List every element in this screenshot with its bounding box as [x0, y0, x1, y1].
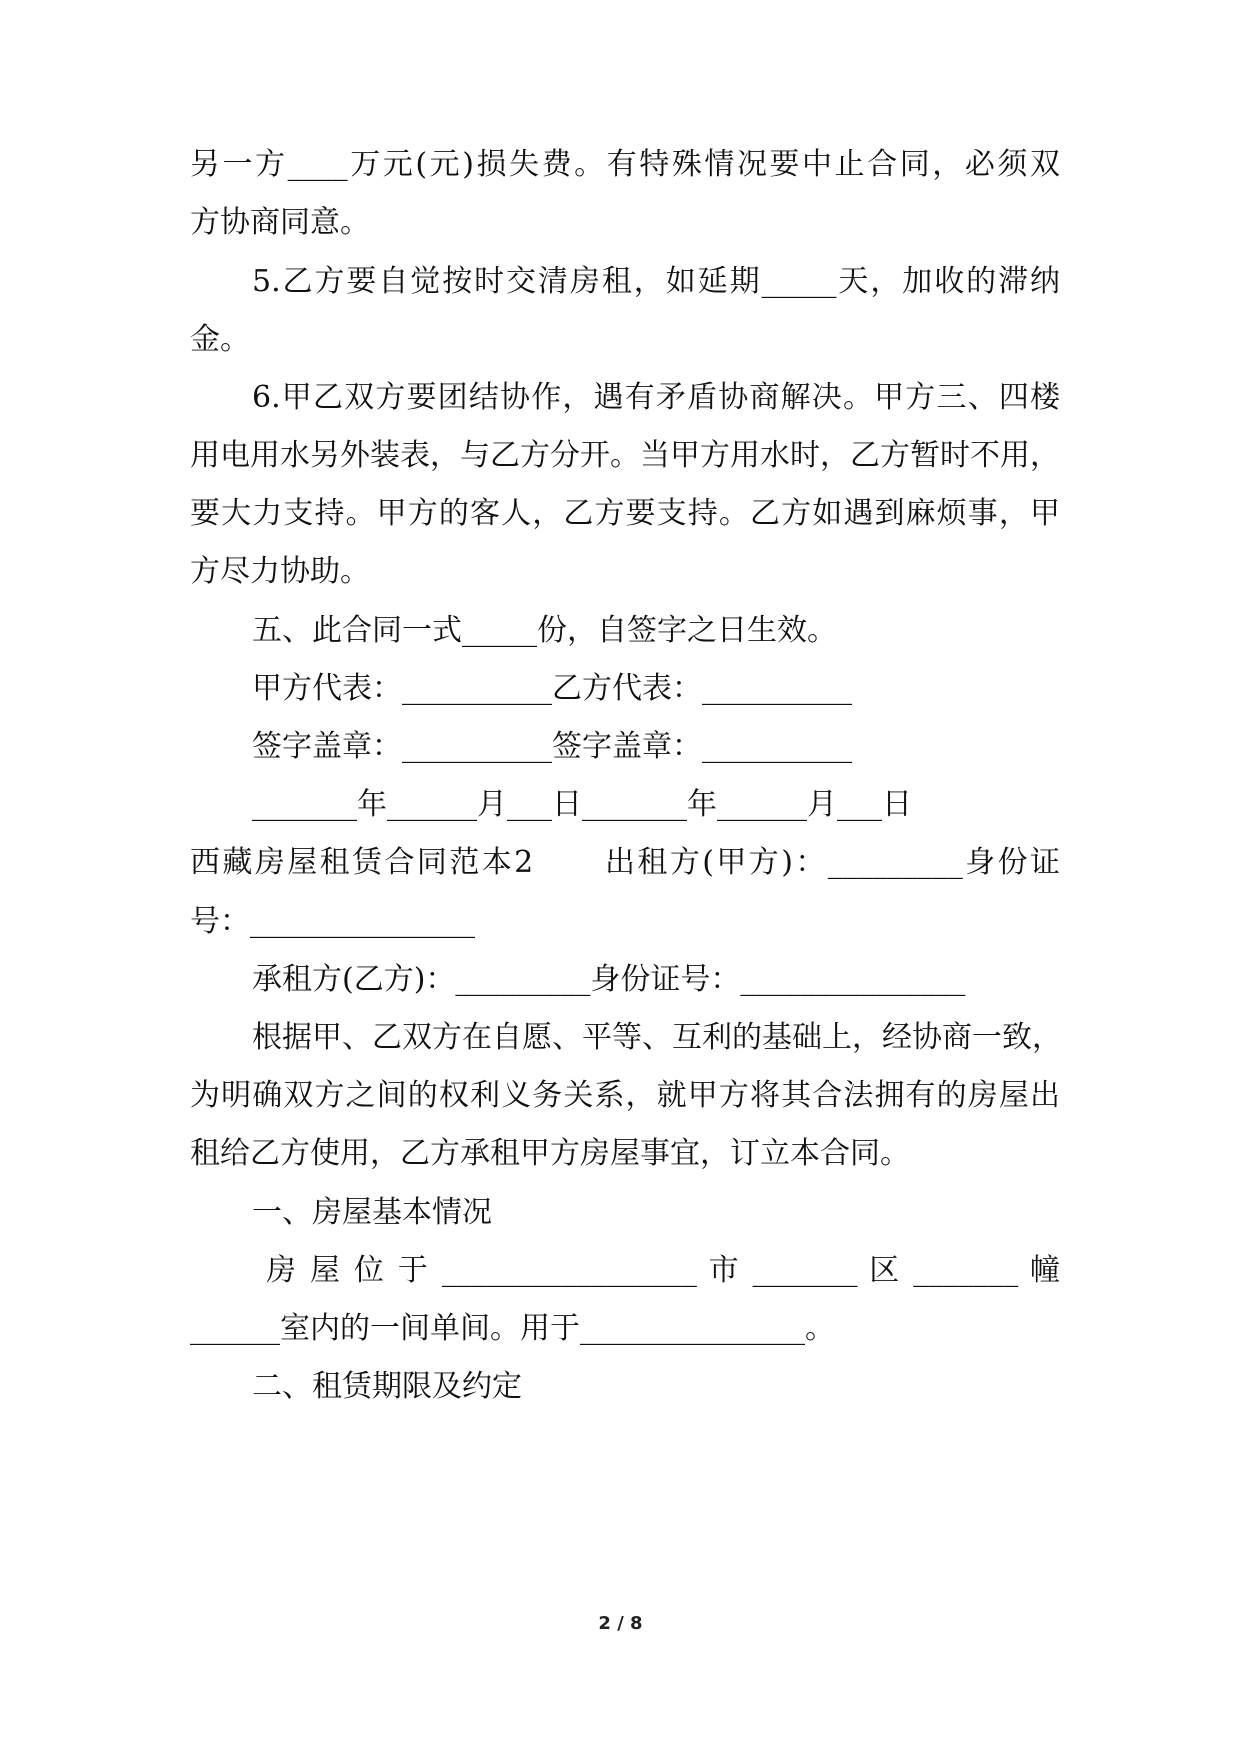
- section-5-heading: 五、此合同一式_____份，自签字之日生效。: [252, 613, 837, 648]
- preamble-line-3: 租给乙方使用，乙方承租甲方房屋事宜，订立本合同。: [190, 1136, 910, 1171]
- clause-5-line-2: 金。: [190, 322, 250, 357]
- paragraph-line-2: 方协商同意。: [190, 205, 370, 240]
- preamble-line-1: 根据甲、乙双方在自愿、平等、互利的基础上，经协商一致，: [252, 1020, 1062, 1055]
- date-line: _______年______月___日_______年______月___日: [252, 787, 912, 822]
- page-number: 2 / 8: [598, 1613, 643, 1634]
- lessee-line: 承租方(乙方)：_________身份证号：_______________: [252, 962, 966, 997]
- preamble-line-2: 为明确双方之间的权利义务关系，就甲方将其合法拥有的房屋出: [190, 1078, 1060, 1113]
- paragraph-line-1: 另一方____万元(元)损失费。有特殊情况要中止合同，必须双: [190, 147, 1060, 182]
- seal-signature-line: 签字盖章：__________签字盖章：__________: [252, 729, 852, 764]
- clause-6-line-2: 用电用水另外装表，与乙方分开。当甲方用水时，乙方暂时不用，: [190, 438, 1060, 473]
- section-1-heading: 一、房屋基本情况: [252, 1195, 492, 1230]
- clause-6-line-1: 6.甲乙双方要团结协作，遇有矛盾协商解决。甲方三、四楼: [252, 380, 1060, 415]
- contract-2-title-line: 西藏房屋租赁合同范本2 出租方(甲方)：_________身份证: [190, 845, 1060, 880]
- section-2-heading: 二、租赁期限及约定: [252, 1369, 522, 1404]
- property-location-line-1: 房 屋 位 于 _________________ 市 _______ 区 _______ 幢: [266, 1253, 1060, 1288]
- clause-6-line-4: 方尽力协助。: [190, 554, 370, 589]
- representative-signature-line: 甲方代表：__________乙方代表：__________: [252, 671, 852, 706]
- clause-5-line-1: 5.乙方要自觉按时交清房租，如延期_____天，加收的滞纳: [252, 264, 1060, 299]
- clause-6-line-3: 要大力支持。甲方的客人，乙方要支持。乙方如遇到麻烦事，甲: [190, 496, 1060, 531]
- property-location-line-2: ______室内的一间单间。用于_______________。: [190, 1311, 835, 1346]
- lessor-id-line: 号：_______________: [190, 904, 475, 939]
